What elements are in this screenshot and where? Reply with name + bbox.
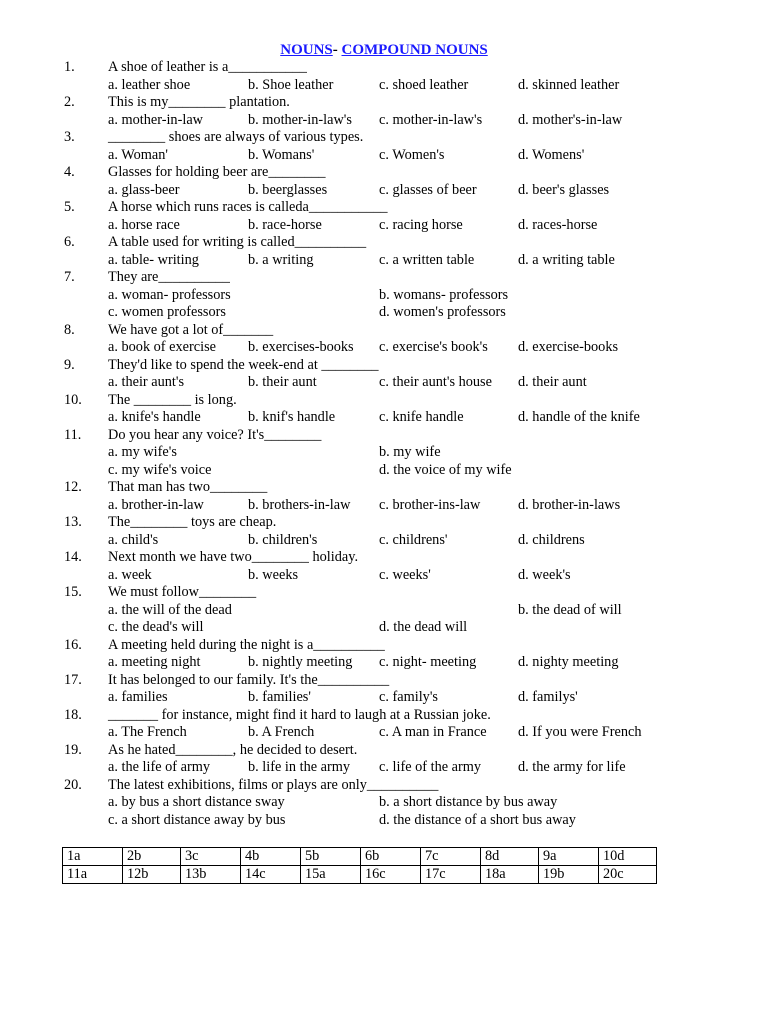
answer-option: b. life in the army <box>248 759 351 775</box>
options-line <box>0 252 768 270</box>
question-number: 16. <box>64 636 82 653</box>
question-number: 12. <box>64 479 82 495</box>
options-line <box>0 602 768 620</box>
answer-option: d. the army for life <box>518 759 626 775</box>
answer-key-cell: 16c <box>361 866 421 884</box>
answer-option: d. Womens' <box>518 146 585 163</box>
answer-option: a. glass-beer <box>108 181 180 198</box>
answer-option: c. brother-ins-law <box>379 496 481 513</box>
question-number: 18. <box>64 706 82 723</box>
options-line <box>0 724 768 742</box>
answer-option: b. Shoe leather <box>248 76 334 93</box>
answer-option: d. their aunt <box>518 374 587 390</box>
answer-option: a. book of exercise <box>108 339 216 355</box>
answer-option: b. the dead of will <box>518 601 622 618</box>
answer-option: c. A man in France <box>379 724 487 740</box>
answer-option: d. a writing table <box>518 251 615 268</box>
answer-option: c. mother-in-law's <box>379 111 483 128</box>
question-line <box>0 584 768 602</box>
answer-option: b. weeks <box>248 566 299 583</box>
answer-key-cell: 20c <box>599 866 657 884</box>
answer-option: a. table- writing <box>108 251 199 268</box>
options-line <box>0 619 768 637</box>
answer-option: a. week <box>108 566 152 583</box>
question-stem: We must follow________ <box>108 584 257 600</box>
question-stem: _______ for instance, might find it hard to laugh at a Russian joke. <box>108 706 491 723</box>
answer-key-cell: 19b <box>539 866 599 884</box>
options-line <box>0 812 768 830</box>
title-part-nouns: NOUNS <box>280 42 333 58</box>
question-stem: A shoe of leather is a___________ <box>108 59 307 75</box>
answer-option: c. childrens' <box>379 531 448 548</box>
answer-key-row <box>63 848 657 866</box>
answer-option: c. my wife's voice <box>108 461 212 478</box>
question-number: 7. <box>64 269 75 285</box>
question-line <box>0 234 768 252</box>
answer-option: c. family's <box>379 689 438 705</box>
question-line <box>0 199 768 217</box>
answer-key-cell: 6b <box>361 848 421 866</box>
options-line <box>0 689 768 707</box>
answer-option: b. A French <box>248 724 315 740</box>
title-part-compound-nouns: COMPOUND NOUNS <box>341 42 488 58</box>
question-stem: They are__________ <box>108 269 230 285</box>
question-number: 15. <box>64 584 82 600</box>
options-line <box>0 374 768 392</box>
question-number: 3. <box>64 129 75 145</box>
answer-key-row <box>63 866 657 884</box>
answer-option: d. the distance of a short bus away <box>379 811 576 828</box>
answer-option: a. meeting night <box>108 654 201 670</box>
question-line <box>0 269 768 287</box>
answer-option: d. familys' <box>518 689 578 705</box>
answer-option: b. womans- professors <box>379 286 509 303</box>
answer-option: b. a short distance by bus away <box>379 794 558 810</box>
answer-option: d. nighty meeting <box>518 654 619 670</box>
question-line <box>0 322 768 340</box>
answer-key-cell: 11a <box>63 866 123 884</box>
options-line <box>0 567 768 585</box>
answer-option: b. a writing <box>248 251 314 268</box>
answer-option: d. skinned leather <box>518 76 620 93</box>
options-line <box>0 759 768 777</box>
answer-option: a. brother-in-law <box>108 496 204 513</box>
answer-option: c. the dead's will <box>108 619 204 635</box>
answer-option: b. brothers-in-law <box>248 496 351 513</box>
options-line <box>0 532 768 550</box>
answer-option: a. knife's handle <box>108 409 201 425</box>
title-dash: - <box>332 42 338 58</box>
question-line <box>0 637 768 655</box>
question-number: 4. <box>64 164 75 180</box>
answer-option: d. beer's glasses <box>518 181 610 198</box>
answer-option: d. mother's-in-law <box>518 111 623 128</box>
options-line <box>0 409 768 427</box>
answer-key-cell: 18a <box>481 866 539 884</box>
answer-key-cell: 13b <box>181 866 241 884</box>
question-item <box>0 637 768 672</box>
question-item <box>0 164 768 199</box>
answer-option: c. shoed leather <box>379 76 469 93</box>
question-item <box>0 357 768 392</box>
question-line <box>0 164 768 182</box>
question-item <box>0 742 768 777</box>
question-line <box>0 479 768 497</box>
answer-option: a. The French <box>108 724 187 740</box>
question-stem: Do you hear any voice? It's________ <box>108 426 322 443</box>
answer-option: c. their aunt's house <box>379 374 492 390</box>
answer-option: b. their aunt <box>248 374 317 390</box>
question-item <box>0 59 768 94</box>
question-number: 14. <box>64 549 82 565</box>
question-stem: The________ toys are cheap. <box>108 514 277 530</box>
answer-option: c. life of the army <box>379 759 482 775</box>
answer-key-cell: 2b <box>123 848 181 866</box>
question-number: 11. <box>64 426 82 443</box>
answer-key-cell: 17c <box>421 866 481 884</box>
question-item <box>0 707 768 742</box>
question-stem: The latest exhibitions, films or plays are only__________ <box>108 776 439 793</box>
answer-option: c. racing horse <box>379 216 463 233</box>
answer-key-cell: 12b <box>123 866 181 884</box>
answer-option: c. glasses of beer <box>379 181 477 198</box>
answer-option: c. Women's <box>379 146 445 163</box>
answer-option: d. the voice of my wife <box>379 461 512 478</box>
answer-key-cell: 9a <box>539 848 599 866</box>
question-item <box>0 199 768 234</box>
answer-option: c. a written table <box>379 251 475 268</box>
answer-option: a. their aunt's <box>108 374 185 390</box>
answer-option: b. nightly meeting <box>248 654 353 670</box>
question-stem: As he hated________, he decided to desert. <box>108 741 358 758</box>
answer-option: d. brother-in-laws <box>518 496 621 513</box>
answer-option: d. childrens <box>518 531 585 548</box>
question-stem: That man has two________ <box>108 479 268 495</box>
question-stem: A meeting held during the night is a__________ <box>108 636 385 653</box>
answer-option: a. mother-in-law <box>108 111 203 128</box>
answer-option: d. exercise-books <box>518 339 619 355</box>
question-item <box>0 94 768 129</box>
options-line <box>0 339 768 357</box>
answer-option: c. knife handle <box>379 409 464 425</box>
question-number: 6. <box>64 234 75 250</box>
answer-option: a. Woman' <box>108 146 168 163</box>
question-stem: We have got a lot of_______ <box>108 321 274 338</box>
answer-option: c. women professors <box>108 304 226 320</box>
question-item <box>0 234 768 269</box>
answer-option: b. Womans' <box>248 146 315 163</box>
options-line <box>0 304 768 322</box>
question-item <box>0 514 768 549</box>
question-item <box>0 549 768 584</box>
answer-option: b. children's <box>248 531 318 548</box>
answer-option: c. weeks' <box>379 566 431 583</box>
answer-key-table <box>62 847 657 884</box>
question-number: 10. <box>64 391 82 408</box>
question-item <box>0 479 768 514</box>
answer-option: d. handle of the knife <box>518 409 640 425</box>
question-line <box>0 742 768 760</box>
options-line <box>0 147 768 165</box>
options-line <box>0 287 768 305</box>
question-item <box>0 427 768 480</box>
question-item <box>0 129 768 164</box>
answer-key-cell: 3c <box>181 848 241 866</box>
options-line <box>0 794 768 812</box>
question-number: 9. <box>64 356 75 373</box>
question-stem: They'd like to spend the week-end at ________ <box>108 356 379 373</box>
question-line <box>0 392 768 410</box>
options-line <box>0 654 768 672</box>
question-line <box>0 549 768 567</box>
question-number: 17. <box>64 671 82 688</box>
answer-option: a. my wife's <box>108 444 177 460</box>
answer-option: a. the life of army <box>108 759 211 775</box>
answer-option: c. exercise's book's <box>379 339 488 355</box>
answer-option: b. knif's handle <box>248 409 336 425</box>
question-number: 8. <box>64 321 75 338</box>
question-item <box>0 672 768 707</box>
question-stem: ________ shoes are always of various types. <box>108 129 364 145</box>
answer-option: b. mother-in-law's <box>248 111 352 128</box>
options-line <box>0 112 768 130</box>
answer-option: a. child's <box>108 531 159 548</box>
question-stem: A horse which runs races is calleda___________ <box>108 199 388 215</box>
question-item <box>0 777 768 830</box>
question-line <box>0 59 768 77</box>
answer-option: a. leather shoe <box>108 76 191 93</box>
options-line <box>0 217 768 235</box>
answer-key-cell: 5b <box>301 848 361 866</box>
answer-key-cell: 10d <box>599 848 657 866</box>
question-line <box>0 129 768 147</box>
answer-option: b. families' <box>248 689 311 705</box>
answer-option: d. women's professors <box>379 304 506 320</box>
question-item <box>0 269 768 322</box>
question-stem: This is my________ plantation. <box>108 94 290 110</box>
question-line <box>0 777 768 795</box>
answer-option: c. night- meeting <box>379 654 477 670</box>
answer-option: d. week's <box>518 566 571 583</box>
question-line <box>0 94 768 112</box>
answer-key-cell: 8d <box>481 848 539 866</box>
question-stem: It has belonged to our family. It's the__________ <box>108 671 390 688</box>
options-line <box>0 77 768 95</box>
question-number: 5. <box>64 199 75 215</box>
options-line <box>0 462 768 480</box>
options-line <box>0 497 768 515</box>
answer-key-cell: 1a <box>63 848 123 866</box>
answer-option: a. families <box>108 689 168 705</box>
question-number: 13. <box>64 514 82 530</box>
answer-option: b. my wife <box>379 444 441 460</box>
answer-option: b. beerglasses <box>248 181 328 198</box>
answer-option: a. the will of the dead <box>108 601 232 618</box>
answer-option: d. If you were French <box>518 724 642 740</box>
question-stem: Glasses for holding beer are________ <box>108 164 326 180</box>
options-line <box>0 444 768 462</box>
question-item <box>0 584 768 637</box>
options-line <box>0 182 768 200</box>
answer-option: c. a short distance away by bus <box>108 811 286 828</box>
question-item <box>0 322 768 357</box>
answer-option: b. exercises-books <box>248 339 354 355</box>
question-list <box>0 59 768 829</box>
answer-key-cell: 15a <box>301 866 361 884</box>
question-stem: A table used for writing is called__________ <box>108 234 367 250</box>
question-number: 19. <box>64 741 82 758</box>
answer-option: a. by bus a short distance sway <box>108 794 285 810</box>
page-title <box>0 41 768 59</box>
question-line <box>0 514 768 532</box>
question-number: 1. <box>64 59 75 75</box>
answer-option: a. horse race <box>108 216 180 233</box>
question-number: 2. <box>64 94 75 110</box>
question-number: 20. <box>64 776 82 793</box>
answer-option: d. the dead will <box>379 619 468 635</box>
answer-option: b. race-horse <box>248 216 322 233</box>
question-stem: The ________ is long. <box>108 391 237 408</box>
answer-key-cell: 14c <box>241 866 301 884</box>
question-stem: Next month we have two________ holiday. <box>108 549 359 565</box>
answer-key-cell: 4b <box>241 848 301 866</box>
question-line <box>0 672 768 690</box>
question-line <box>0 707 768 725</box>
question-item <box>0 392 768 427</box>
answer-option: d. races-horse <box>518 216 598 233</box>
answer-key-cell: 7c <box>421 848 481 866</box>
question-line <box>0 427 768 445</box>
question-line <box>0 357 768 375</box>
answer-option: a. woman- professors <box>108 286 231 303</box>
